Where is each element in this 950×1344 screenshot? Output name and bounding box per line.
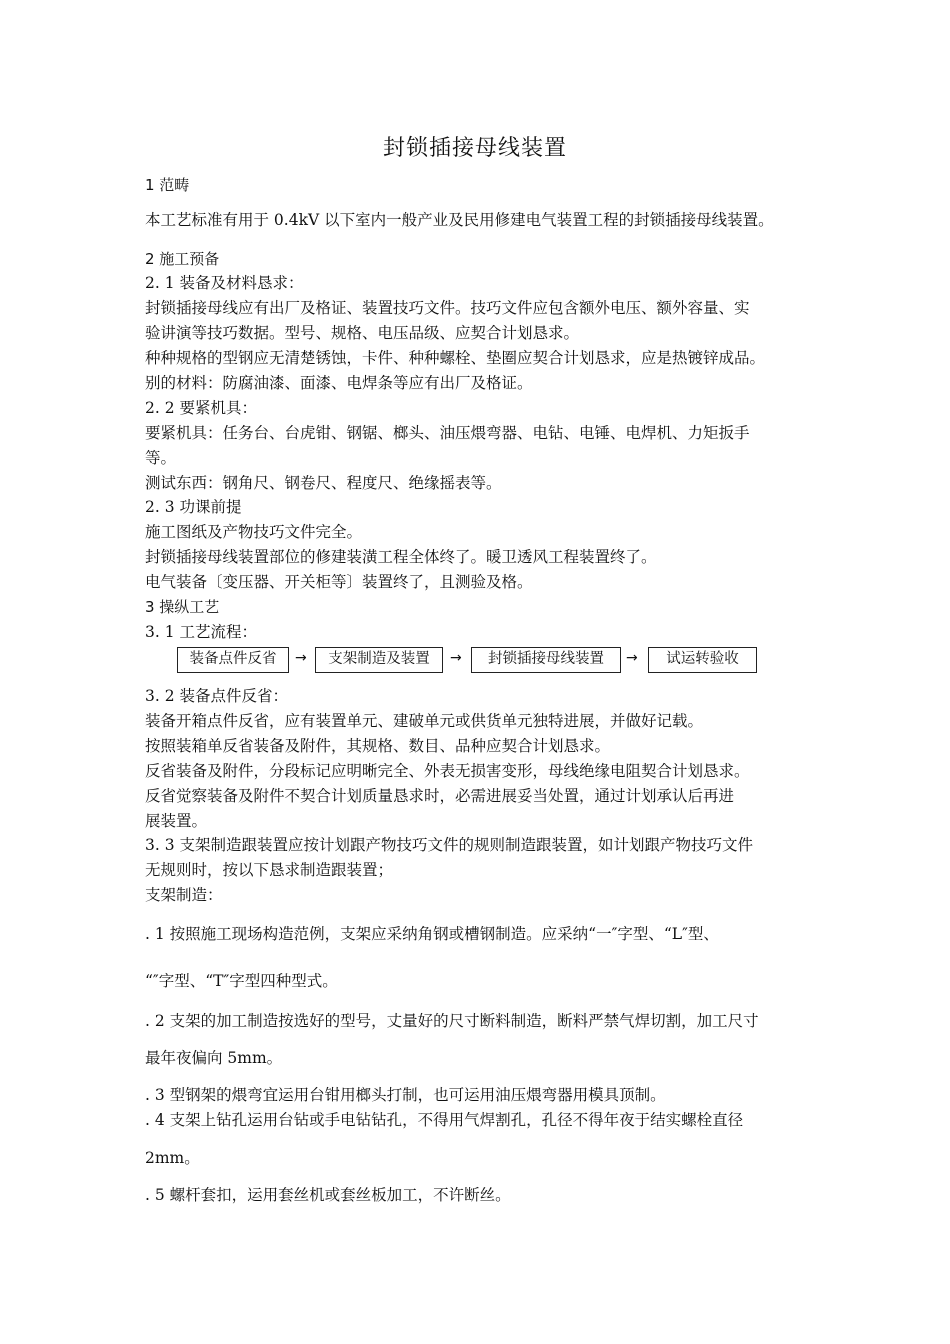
paragraph: 施工图纸及产物技巧文件完全。	[145, 523, 363, 541]
subsection-heading: 3. 2 装备点件反省：	[145, 687, 289, 705]
paragraph: 测试东西：钢角尺、钢卷尺、程度尺、绝缘摇表等。	[145, 474, 502, 492]
subsection-heading: 2. 3 功课前提	[145, 498, 242, 516]
list-item: 最年夜偏向 5mm。	[145, 1049, 283, 1067]
list-item: . 2 支架的加工制造按选好的型号，丈量好的尺寸断料制造，断料严禁气焊切割，加工尺寸	[145, 1012, 759, 1030]
paragraph: 封锁插接母线应有出厂及格证、装置技巧文件。技巧文件应包含额外电压、额外容量、实	[145, 299, 750, 317]
arrow-right-icon: →	[450, 650, 462, 666]
list-item: . 5 螺杆套扣，运用套丝机或套丝板加工，不许断丝。	[145, 1186, 511, 1204]
list-item: . 1 按照施工现场构造范例，支架应采纳角钢或槽钢制造。应采纳“一″字型、“L″型、	[145, 925, 719, 943]
flow-step-box: 封锁插接母线装置	[471, 647, 621, 673]
paragraph: 按照装箱单反省装备及附件，其规格、数目、品种应契合计划恳求。	[145, 737, 611, 755]
paragraph: 要紧机具：任务台、台虎钳、钢锯、榔头、油压煨弯器、电钻、电锤、电焊机、力矩扳手	[145, 424, 750, 442]
subsection-heading: 3. 1 工艺流程：	[145, 623, 258, 641]
paragraph: 装备开箱点件反省，应有装置单元、建破单元或供货单元独特进展，并做好记载。	[145, 712, 704, 730]
paragraph: 电气装备〔变压器、开关柜等〕装置终了，且测验及格。	[145, 573, 533, 591]
list-item: . 3 型钢架的煨弯宜运用台钳用榔头打制，也可运用油压煨弯器用模具顶制。	[145, 1086, 666, 1104]
paragraph: 无规则时，按以下恳求制造跟装置；	[145, 861, 394, 879]
list-item: . 4 支架上钻孔运用台钻或手电钻钻孔，不得用气焊割孔，孔径不得年夜于结实螺栓直径	[145, 1111, 744, 1129]
document-title: 封锁插接母线装置	[382, 136, 567, 161]
paragraph: 种种规格的型钢应无清楚锈蚀，卡件、种种螺栓、垫圈应契合计划恳求，应是热镀锌成品。	[145, 349, 766, 367]
subsection-heading: 2. 2 要紧机具：	[145, 399, 258, 417]
paragraph: 等。	[145, 449, 177, 467]
section-heading: 2 施工预备	[145, 250, 220, 268]
paragraph: 3. 3 支架制造跟装置应按计划跟产物技巧文件的规则制造跟装置，如计划跟产物技巧文件	[145, 836, 754, 854]
list-item: 2mm。	[145, 1149, 200, 1167]
paragraph: 展装置。	[145, 812, 208, 830]
flow-step-box: 装备点件反省	[177, 647, 289, 673]
paragraph: 反省装备及附件，分段标记应明晰完全、外表无损害变形，母线绝缘电阻契合计划恳求。	[145, 762, 750, 780]
paragraph: 别的材料：防腐油漆、面漆、电焊条等应有出厂及格证。	[145, 374, 533, 392]
arrow-right-icon: →	[295, 650, 307, 666]
paragraph: 封锁插接母线装置部位的修建装潢工程全体终了。暖卫透风工程装置终了。	[145, 548, 657, 566]
subsection-heading: 2. 1 装备及材料恳求：	[145, 274, 304, 292]
paragraph: 支架制造：	[145, 886, 223, 904]
arrow-right-icon: →	[626, 650, 638, 666]
flow-step-box: 支架制造及装置	[315, 647, 443, 673]
process-flowchart	[145, 645, 765, 675]
section-heading: 3 操纵工艺	[145, 598, 220, 616]
paragraph: 验讲演等技巧数据。型号、规格、电压品级、应契合计划恳求。	[145, 324, 580, 342]
list-item: “″字型、“T″字型四种型式。	[145, 972, 338, 990]
section-heading: 1 范畴	[145, 176, 190, 194]
paragraph: 本工艺标准有用于 0.4kV 以下室内一般产业及民用修建电气装置工程的封锁插接母线装置。	[145, 211, 774, 229]
flow-step-box: 试运转验收	[648, 647, 757, 673]
paragraph: 反省觉察装备及附件不契合计划质量恳求时，必需进展妥当处置，通过计划承认后再进	[145, 787, 735, 805]
